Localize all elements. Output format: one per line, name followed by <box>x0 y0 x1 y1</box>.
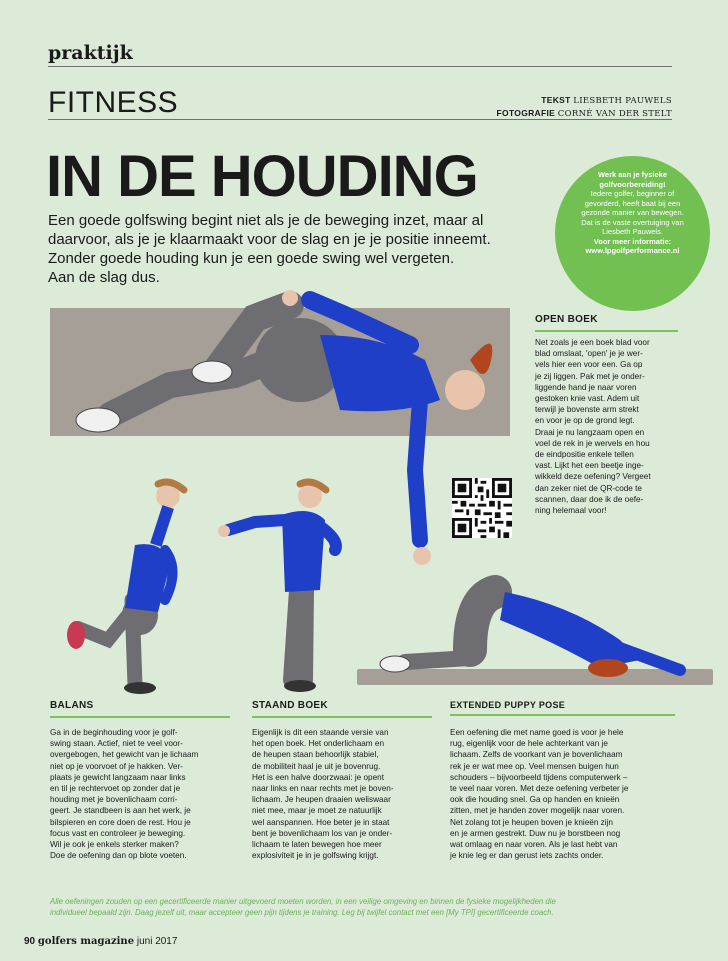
heading-rule <box>450 714 675 716</box>
open-boek-text: Net zoals je een boek blad voor blad omslaat, 'open' je je wer- vels hier een voor een. Ga op je zij liggen. Pak met je onder- liggende hand je naar voren gestoken knie vast. Adem uit terwijl je bovenste arm strekt en voor je op de grond legt. Draai je nu langzaam open en voel de rek in je wervels en hou de eindpositie enkele tellen vast. Lijkt het een beetje inge- wikkeld deze oefening? Vergeet dan zeker niet de QR-code te scannen, daar doe ik de oefe- ning helemaal voor! <box>535 338 651 516</box>
heading-rule <box>50 716 230 718</box>
credit-text: TEKST LIESBETH PAUWELS <box>541 95 672 106</box>
credit-photo: FOTOGRAFIE CORNÉ VAN DER STELT <box>496 108 672 119</box>
heading-rule <box>252 716 432 718</box>
heading-puppy-pose: EXTENDED PUPPY POSE <box>450 700 566 710</box>
info-badge: Werk aan je fysieke golfvoorbereiding! Iedere golfer, beginner of gevorderd, heeft baat bij een gezonde manier van bewegen. Dat is de vaste overtuiging van Liesbeth Pauwels. Voor meer informatie: www.lpgolfperformance.nl <box>555 156 710 311</box>
page-footer <box>24 936 177 947</box>
intro-text: Een goede golfswing begint niet als je de beweging inzet, maar al daarvoor, als je je klaarmaakt voor de slag en je je positie inneemt. Zonder goede houding kun je een goede swing wel vergeten. Aan de slag dus. <box>48 212 491 286</box>
heading-open-boek: OPEN BOEK <box>535 314 598 325</box>
website-link[interactable]: www.lpgolfperformance.nl <box>585 246 680 255</box>
heading-balans: BALANS <box>50 700 94 711</box>
puppy-pose-text: Een oefening die met name goed is voor je hele rug, eigenlijk voor de hele achterkant van je lichaam. Zelfs de voorkant van je bovenlichaam rek je er wat mee op. Veel mensen buigen hun schouders – bijvoorbeeld tijdens computerwerk – te veel naar voren. Met deze oefening verbeter je ook die houding snel. Ga op handen en knieën zitten, met je handen zover mogelijk naar voren. Net zolang tot je heupen boven je knieën zijn en je armen gestrekt. Duw nu je borstbeen nog wat omlaag en naar voren. Als je last hebt van je knie leg er dan gerust iets zachts onder. <box>450 728 629 861</box>
section-label: praktijk <box>48 42 133 64</box>
category-title: FITNESS <box>48 86 179 119</box>
article-title: IN DE HOUDING <box>46 144 478 209</box>
magazine-name: golfers magazine <box>37 936 135 947</box>
staand-boek-text: Eigenlijk is dit een staande versie van het open boek. Het onderlichaam en de heupen staan behoorlijk stabiel, de mobiliteit haal je uit je bovenrug. Het is een halve doorzwaai: je opent naar links en naar rechts met je boven- lichaam. Je heupen draaien weliswaar niet mee, maar je moet ze natuurlijk wel aanspannen. Hoe beter je in staat bent je bovenlichaam los van je onder- lichaam te laten bewegen hoe meer explosiviteit je in je golfswing krijgt. <box>252 728 394 861</box>
heading-staand-boek: STAAND BOEK <box>252 700 328 711</box>
balans-text: Ga in de beginhouding voor je golf- swing staan. Actief, niet te veel voor- overgebogen, het gewicht van je lichaam niet op je voorvoet of je hakken. Ver- plaats je gewicht langzaam naar links en til je rechtervoet op zonder dat je houding met je bovenlichaam corri- geert. Je standbeen is aan het werk, je bilspieren en core doen de rest. Hou je focus vast en controleer je beweging. Wil je ook je enkels sterker maken? Doe de oefening dan op blote voeten. <box>50 728 199 861</box>
page-number: 90 <box>24 936 36 947</box>
issue-date: juni 2017 <box>136 936 178 947</box>
disclaimer: Alle oefeningen zouden op een gecertificeerde manier uitgevoerd moeten worden, in een veilige omgeving en binnen de fysieke mogelijkheden die individueel bepaald zijn. Daag jezelf uit, maar accepteer geen pijn tijdens je training. Leg bij twijfel contact met een [My TPI] gecertificeerde coach. <box>50 897 556 917</box>
